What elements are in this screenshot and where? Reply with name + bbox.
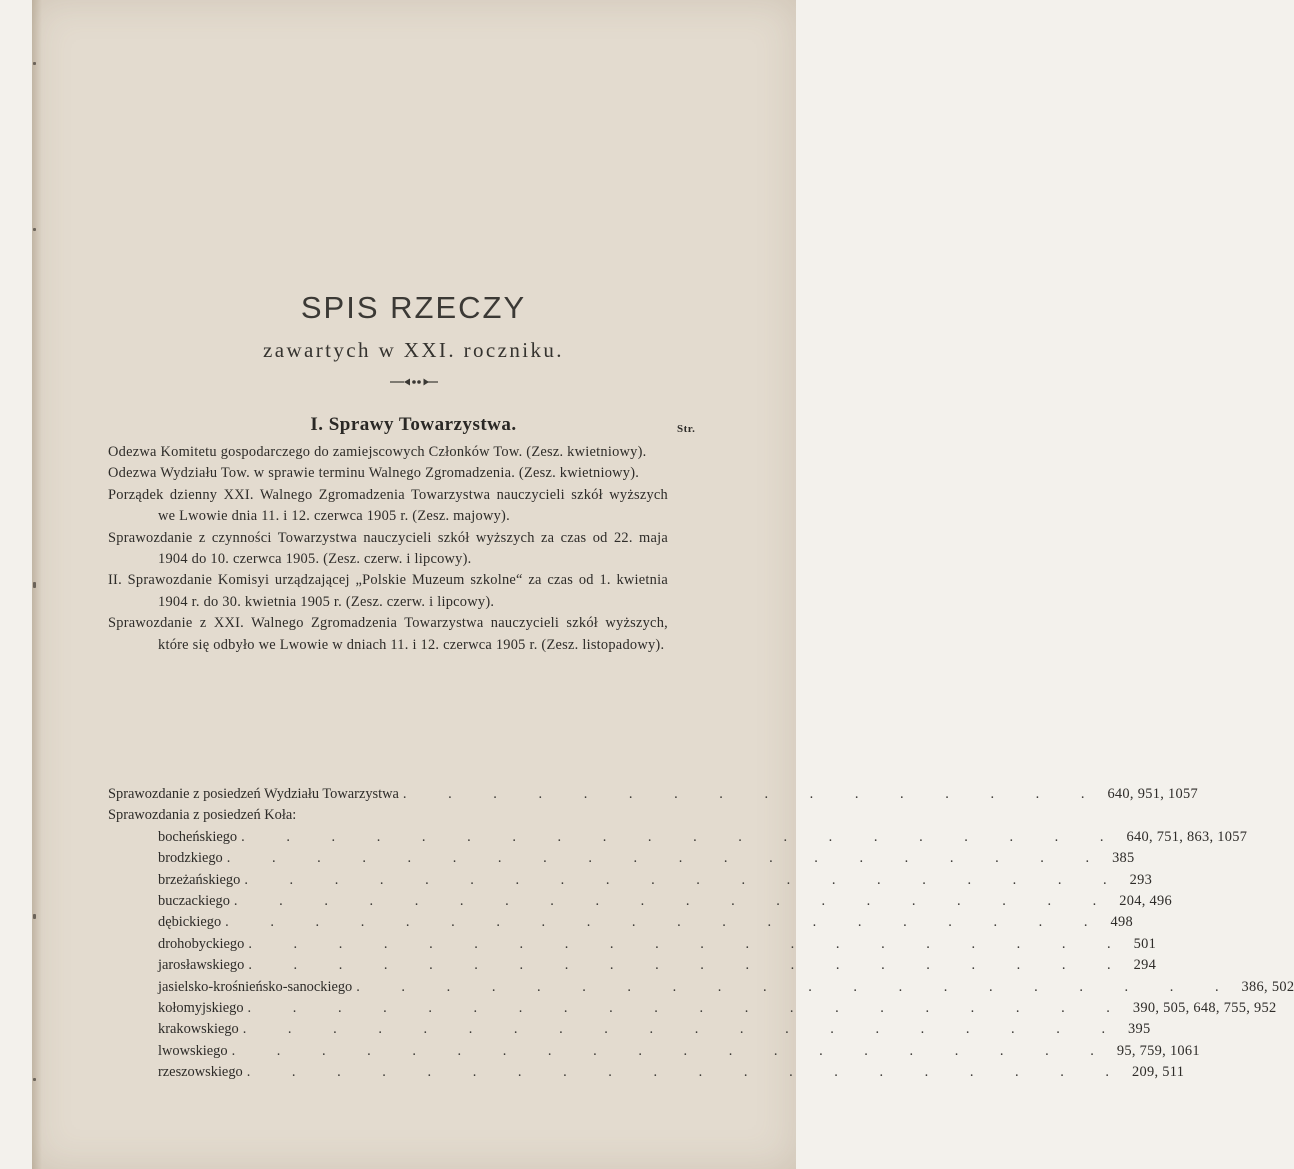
table-row	[108, 805, 716, 826]
ornament-divider-icon	[388, 376, 440, 388]
row-label: bocheńskiego	[158, 828, 238, 845]
dot-leader: . . . . . . . . . . . . . . . . . . . .	[248, 957, 1130, 974]
row-pages: 293	[1129, 871, 1153, 888]
row-pages: 209, 511	[1132, 1064, 1185, 1081]
row-label: jasielsko-krośnieńsko-sanockiego	[158, 978, 353, 995]
scan-speck	[33, 228, 36, 231]
row-pages: 501	[1133, 935, 1157, 952]
row-pages: 395	[1128, 1021, 1151, 1038]
dot-leader: . . . . . . . . . . . . . . . . . . . .	[247, 999, 1129, 1016]
row-label: brodzkiego	[158, 850, 223, 867]
page-subtitle: zawartych w XXI. roczniku.	[263, 338, 564, 362]
table-row	[108, 891, 1173, 912]
table-row	[108, 998, 1277, 1019]
index-rows	[108, 784, 1294, 1083]
dot-leader: . . . . . . . . . . . . . . . . . . . .	[233, 892, 1116, 909]
row-pages: 385	[1112, 850, 1135, 867]
scan-speck	[33, 914, 36, 919]
entry-list	[108, 442, 668, 656]
list-item: II. Sprawozdanie Komisyi urządzającej „Polskie Muzeum szkolne“ za czas od 1. kwietnia 1904 r. do 30. kwietnia 1905 r. (Zesz. czerw. i lipcowy).	[108, 572, 668, 610]
table-row	[108, 1062, 1185, 1083]
section-heading: I. Sprawy Towarzystwa.	[310, 414, 517, 435]
row-label: rzeszowskiego	[158, 1064, 243, 1081]
list-item: Odezwa Wydziału Tow. w sprawie terminu Walnego Zgromadzenia. (Zesz. kwietniowy).	[108, 465, 640, 482]
dot-leader: . . . . . . . . . . . . . . . . . . . .	[248, 935, 1130, 952]
dot-leader: . . . . . . . . . . . . . . . . . . . .	[356, 978, 1238, 995]
row-label: Sprawozdania z posiedzeń Koła:	[108, 807, 297, 824]
dot-leader: . . . . . . . . . . . . . . . .	[402, 786, 1104, 802]
table-row	[108, 955, 1157, 976]
list-item: Sprawozdanie z czynności Towarzystwa nauczycieli szkół wyższych za czas od 22. maja 1904 do 10. czerwca 1905. (Zesz. czerw. i lipcowy).	[108, 529, 668, 568]
row-label: Sprawozdanie z posiedzeń Wydziału Towarzystwa	[108, 786, 399, 802]
row-label: krakowskiego	[158, 1021, 239, 1038]
row-pages: 294	[1133, 957, 1157, 974]
row-pages: 498	[1110, 914, 1133, 931]
dot-leader: . . . . . . . . . . . . . . . . . . . .	[225, 914, 1107, 931]
table-row	[108, 934, 1157, 955]
dot-leader: . . . . . . . . . . . . . . . . . . . .	[244, 871, 1126, 888]
row-label: lwowskiego	[158, 1042, 228, 1059]
dot-leader: . . . . . . . . . . . . . . . . . . . .	[246, 1064, 1129, 1081]
table-row	[108, 870, 1153, 891]
scan-speck	[33, 582, 36, 588]
dot-leader: . . . . . . . . . . . . . . . . . . . .	[226, 850, 1109, 867]
page-title: SPIS RZECZY	[300, 290, 527, 325]
row-label: kołomyjskiego	[158, 999, 244, 1016]
table-row	[108, 827, 1248, 848]
scan-speck	[33, 1078, 36, 1081]
row-label: brzeżańskiego	[158, 871, 241, 888]
table-row	[108, 1019, 1151, 1040]
row-pages: 204, 496	[1119, 892, 1173, 909]
row-pages: 640, 951, 1057	[1107, 786, 1198, 802]
table-row	[108, 784, 1198, 805]
dot-leader: . . . . . . . . . . . . . . . . . . . .	[242, 1021, 1125, 1038]
row-label: drohobyckiego	[158, 935, 245, 952]
row-pages: 386, 502	[1241, 978, 1294, 995]
table-row	[108, 977, 1294, 998]
dot-leader: . . . . . . . . . . . . . . . . . . . .	[231, 1042, 1113, 1059]
dot-leader: . . . . . . . . . . . . . . . . . . . .	[241, 828, 1123, 845]
row-label: buczackiego	[158, 892, 230, 909]
table-row	[108, 1041, 1200, 1062]
scan-speck	[33, 62, 36, 65]
list-item: Sprawozdanie z XXI. Walnego Zgromadzenia Towarzystwa nauczycieli szkół wyższych, które się odbyło we Lwowie w dniach 11. i 12. czerwca 1905 r. (Zesz. listopadowy).	[108, 615, 668, 653]
list-item: Porządek dzienny XXI. Walnego Zgromadzenia Towarzystwa nauczycieli szkół wyższych we Lwowie dnia 11. i 12. czerwca 1905 r. (Zesz. majowy).	[108, 486, 668, 525]
page-column-label: Str.	[677, 423, 696, 435]
row-pages: 95, 759, 1061	[1116, 1042, 1200, 1059]
row-label: jarosławskiego	[158, 957, 245, 974]
table-row	[108, 912, 1133, 933]
row-label: dębickiego	[158, 914, 222, 931]
table-row	[108, 848, 1135, 869]
row-pages: 640, 751, 863, 1057	[1126, 828, 1248, 845]
list-item: Odezwa Komitetu gospodarczego do zamiejscowych Członków Tow. (Zesz. kwietniowy).	[108, 444, 647, 460]
row-pages: 390, 505, 648, 755, 952	[1132, 999, 1277, 1016]
